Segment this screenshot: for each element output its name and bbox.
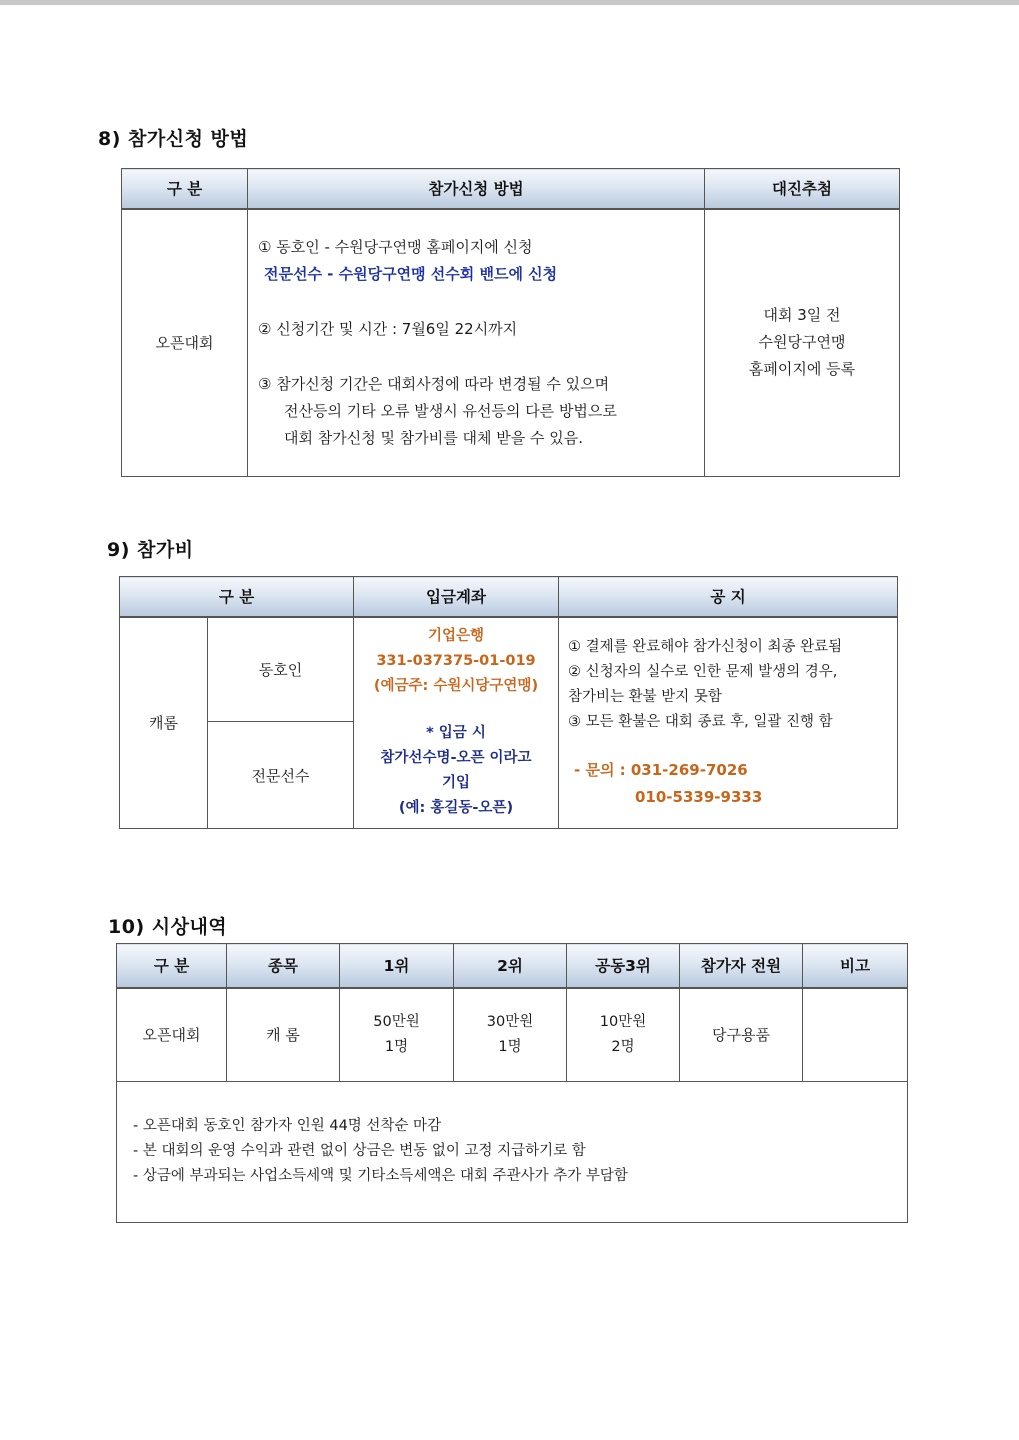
- prize-first: [340, 988, 454, 1082]
- header-second: 2위: [454, 944, 567, 988]
- draw-line3: 홈페이지에 등록: [748, 360, 856, 379]
- prize-note-2: - 본 대회의 운영 수익과 관련 없이 상금은 변동 없이 고정 지급하기로 함: [133, 1143, 586, 1159]
- notice-line3: 참가비는 환불 받지 못함: [568, 688, 722, 705]
- deposit-note-4: (예: 홍길동-오픈): [398, 800, 514, 817]
- prize-note-3: - 상금에 부과되는 사업소득세액 및 기타소득세액은 대회 주관사가 추가 부담함: [133, 1168, 628, 1184]
- third-amount: 10만원: [599, 1013, 647, 1030]
- method-cell: [248, 209, 705, 477]
- header-category: 구 분: [117, 944, 227, 988]
- method-item3-line2: 전산등의 기타 오류 발생시 유선등의 다른 방법으로: [284, 401, 617, 420]
- prize-event: 캐 롬: [227, 988, 340, 1082]
- sub-category-amateur: 동호인: [208, 617, 354, 722]
- sub-category-pro: 전문선수: [208, 722, 354, 829]
- deposit-note-2: 참가선수명-오픈 이라고: [380, 750, 532, 767]
- header-account: 입금계좌: [354, 577, 559, 617]
- deposit-note-3: 기입: [441, 775, 470, 792]
- prize-category: 오픈대회: [117, 988, 227, 1082]
- second-count: 1명: [498, 1038, 522, 1055]
- header-remark: 비고: [803, 944, 908, 988]
- method-item3-line1: ③ 참가신청 기간은 대회사정에 따라 변경될 수 있으며: [258, 374, 610, 393]
- header-draw: 대진추첨: [705, 169, 900, 209]
- prize-third: [567, 988, 680, 1082]
- account-holder: (예금주: 수원시당구연맹): [373, 678, 539, 695]
- section-8-title: 8) 참가신청 방법: [98, 128, 249, 150]
- notice-cell: [559, 617, 898, 829]
- prize-table: [116, 943, 908, 1223]
- header-method: 참가신청 방법: [248, 169, 705, 209]
- header-category: 구 분: [120, 577, 354, 617]
- header-notice: 공 지: [559, 577, 898, 617]
- account-number: 331-037375-01-019: [376, 653, 536, 670]
- second-amount: 30만원: [486, 1013, 534, 1030]
- header-first: 1위: [340, 944, 454, 988]
- category-cell: 캐롬: [120, 617, 208, 829]
- method-item2: ② 신청기간 및 시간 : 7월6일 22시까지: [258, 319, 518, 338]
- header-category: 구 분: [122, 169, 248, 209]
- notice-line1: ① 결제를 완료해야 참가신청이 최종 완료됨: [568, 638, 843, 655]
- top-border: [0, 0, 1019, 5]
- category-cell: 오픈대회: [122, 209, 248, 477]
- prize-all: 당구용품: [680, 988, 803, 1082]
- first-count: 1명: [384, 1038, 409, 1055]
- header-all: 참가자 전원: [680, 944, 803, 988]
- prize-remark: [803, 988, 908, 1082]
- application-method-table: [121, 168, 900, 477]
- method-item1-line2: 전문선수 - 수원당구연맹 선수회 밴드에 신청: [264, 264, 558, 283]
- bank-name: 기업은행: [427, 628, 485, 645]
- prize-second: [454, 988, 567, 1082]
- section-9-title: 9) 참가비: [107, 539, 194, 561]
- notice-line2: ② 신청자의 실수로 인한 문제 발생의 경우,: [568, 663, 838, 680]
- method-item3-line3: 대회 참가신청 및 참가비를 대체 받을 수 있음.: [284, 428, 583, 447]
- draw-line2: 수원당구연맹: [758, 333, 846, 352]
- entry-fee-table: [119, 576, 898, 829]
- notice-line4: ③ 모든 환불은 대회 종료 후, 일괄 진행 함: [568, 713, 833, 730]
- prize-note-1: - 오픈대회 동호인 참가자 인원 44명 선착순 마감: [133, 1118, 442, 1134]
- first-amount: 50만원: [373, 1013, 420, 1030]
- contact-line1: - 문의 : 031-269-7026: [574, 760, 748, 779]
- method-item1-line1: ① 동호인 - 수원당구연맹 홈페이지에 신청: [258, 237, 533, 256]
- contact-line2: 010-5339-9333: [635, 787, 763, 806]
- deposit-note-1: * 입금 시: [426, 725, 486, 742]
- draw-line1: 대회 3일 전: [763, 306, 841, 325]
- draw-cell: [705, 209, 900, 477]
- header-third: 공동3위: [567, 944, 680, 988]
- header-event: 종목: [227, 944, 340, 988]
- section-10-title: 10) 시상내역: [108, 916, 228, 938]
- prize-notes: [117, 1082, 908, 1223]
- account-cell: [354, 617, 559, 829]
- third-count: 2명: [611, 1038, 635, 1055]
